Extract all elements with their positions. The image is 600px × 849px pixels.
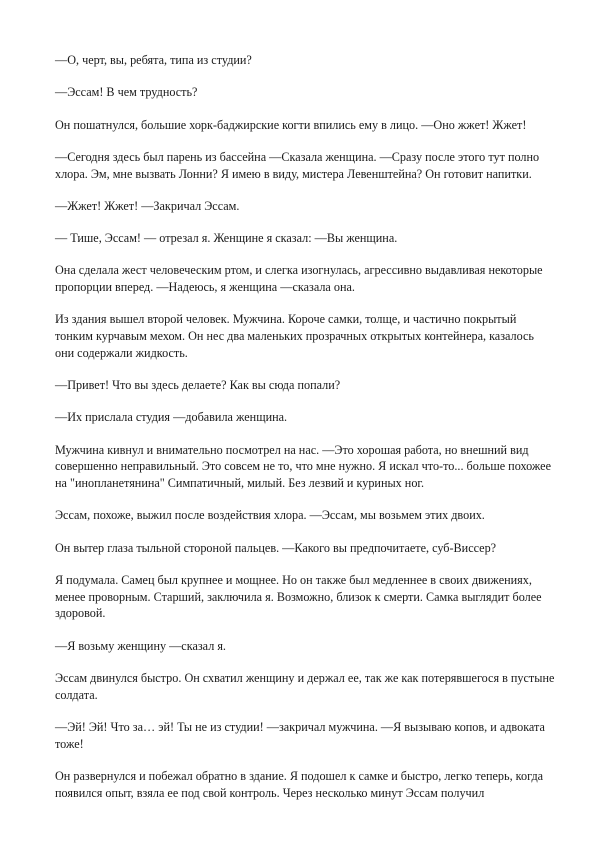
paragraph-6: — Тише, Эссам! — отрезал я. Женщине я сказал: —Вы женщина. <box>55 231 398 246</box>
paragraph-14: Я подумала. Самец был крупнее и мощнее. Но он также был медленнее в своих движениях, менее проворным. Старший, заключила я. Возможно, близок к смерти. Самка выглядит более здоровой. <box>55 573 542 621</box>
paragraph-7: Она сделала жест человеческим ртом, и слегка изогнулась, агрессивно выдавливая некоторые пропорции вперед. —Надеюсь, я женщина —сказала она. <box>55 263 543 295</box>
paragraph-1: —О, черт, вы, ребята, типа из студии? <box>55 53 252 67</box>
document-page <box>55 52 555 817</box>
paragraph-18: Он развернулся и побежал обратно в здание. Я подошел к самке и быстро, легко теперь, когда появился опыт, взяла ее под свой контроль. Через несколько минут Эссам получил <box>55 769 544 800</box>
paragraph-8: Из здания вышел второй человек. Мужчина. Короче самки, толще, и частично покрытый тонким курчавым мехом. Он нес два маленьких прозрачных открытых контейнера, казалось они содержали жидкость. <box>55 312 534 360</box>
paragraph-17: —Эй! Эй! Что за… эй! Ты не из студии! —закричал мужчина. —Я вызываю копов, и адвоката тоже! <box>55 720 545 751</box>
paragraph-13: Он вытер глаза тыльной стороной пальцев. —Какого вы предпочитаете, суб-Виссер? <box>55 540 497 555</box>
paragraph-9: —Привет! Что вы здесь делаете? Как вы сюда попали? <box>55 378 341 393</box>
paragraph-2: —Эссам! В чем трудность? <box>55 85 198 100</box>
paragraph-3: Он пошатнулся, большие хорк-баджирские когти впились ему в лицо. —Оно жжет! Жжет! <box>55 117 527 132</box>
paragraph-16: Эссам двинулся быстро. Он схватил женщину и держал ее, так же как потерявшегося в пустыне солдата. <box>55 671 555 702</box>
paragraph-10: —Их прислала студия —добавила женщина. <box>55 410 288 425</box>
paragraph-11: Мужчина кивнул и внимательно посмотрел на нас. —Это хорошая работа, но внешний вид совершенно неправильный. Это совсем не то, что мне нужно. Я искал что-то... больше похожее на "инопланетянина" Симпатичный, милый. Без лезвий и куриных ног. <box>55 442 551 491</box>
paragraph-4: —Сегодня здесь был парень из бассейна —Сказала женщина. —Сразу после этого тут полно хлора. Эм, мне вызвать Лонни? Я имею в виду, мистера Левенштейна? Он готовит напитки. <box>55 149 540 181</box>
paragraph-12: Эссам, похоже, выжил после воздействия хлора. —Эссам, мы возьмем этих двоих. <box>55 508 485 523</box>
paragraph-15: —Я возьму женщину —сказал я. <box>55 638 226 653</box>
paragraph-5: —Жжет! Жжет! —Закричал Эссам. <box>55 198 240 213</box>
